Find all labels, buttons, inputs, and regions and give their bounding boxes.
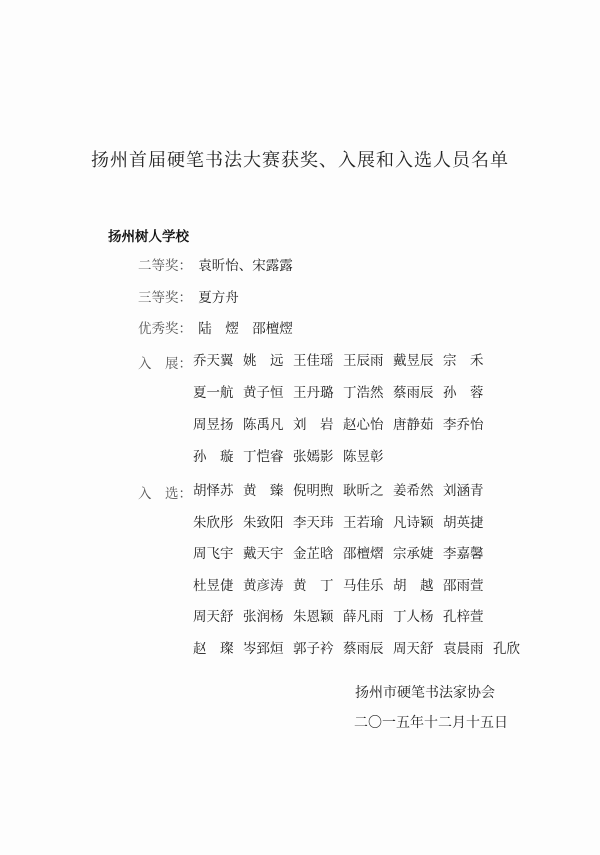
name-row	[193, 545, 493, 565]
person-name: 凡诗颖	[393, 514, 434, 531]
organization-name: 扬州市硬笔书法家协会	[355, 685, 495, 701]
name-row	[193, 416, 493, 436]
person-name: 孔梓萱	[443, 609, 484, 625]
person-name: 周天舒	[193, 609, 234, 625]
third-prize-line	[138, 289, 598, 307]
person-name: 胡英捷	[443, 514, 484, 531]
selected-label: 入 选：	[138, 486, 192, 502]
person-name: 胡怿苏	[193, 483, 234, 499]
person-name: 胡 越	[393, 577, 434, 594]
person-name: 李乔怡	[443, 417, 484, 433]
person-name: 姚 远	[243, 353, 284, 369]
person-name: 戴天宇	[243, 546, 284, 562]
name-row	[193, 482, 493, 502]
school-name: 扬州树人学校	[108, 229, 189, 245]
person-name: 丁恺睿	[243, 449, 284, 465]
person-name: 夏一航	[193, 385, 234, 401]
person-name: 丁人杨	[393, 609, 434, 625]
person-name: 王丹璐	[293, 385, 334, 401]
excellence-prize-names: 陆 熤 邵檀熤	[198, 321, 293, 337]
person-name: 朱恩颖	[293, 609, 334, 625]
person-name: 岑郅烜	[243, 640, 284, 657]
person-name: 邵檀熠	[343, 546, 384, 562]
excellence-prize-line	[138, 320, 598, 338]
person-name: 耿昕之	[343, 483, 384, 499]
person-name: 刘涵青	[443, 483, 484, 499]
person-name: 朱欣彤	[193, 514, 234, 531]
document-date: 二〇一五年十二月十五日	[354, 715, 508, 731]
name-row	[193, 577, 493, 597]
person-name: 邵雨萱	[443, 577, 484, 594]
person-name: 黄 丁	[293, 577, 334, 594]
name-row	[193, 384, 493, 404]
person-name: 宗承婕	[393, 546, 434, 562]
person-name: 唐静茹	[393, 417, 434, 433]
person-name: 朱致阳	[243, 514, 284, 531]
person-name: 姜希然	[393, 483, 434, 499]
person-name: 蔡雨辰	[393, 385, 434, 401]
person-name: 陈昱彰	[343, 449, 384, 465]
exhibited-label: 入 展：	[138, 356, 192, 372]
name-row	[193, 448, 393, 468]
person-name: 赵心怡	[343, 417, 384, 433]
person-name: 周飞宇	[193, 546, 234, 562]
person-name: 马佳乐	[343, 577, 384, 594]
person-name: 王辰雨	[343, 353, 384, 369]
person-name: 郭子衿	[293, 640, 334, 657]
excellence-prize-label: 优秀奖：	[138, 321, 192, 337]
person-name: 陈禹凡	[243, 417, 284, 433]
third-prize-label: 三等奖：	[138, 290, 192, 306]
document-title: 扬州首届硬笔书法大赛获奖、入展和入选人员名单	[91, 150, 509, 171]
second-prize-line	[138, 257, 598, 275]
person-name: 蔡雨辰	[343, 640, 384, 657]
name-row	[193, 608, 493, 628]
person-name: 倪明煦	[293, 483, 334, 499]
person-name: 杜昱倢	[193, 577, 234, 594]
third-prize-names: 夏方舟	[198, 290, 239, 306]
person-name: 孔欣	[493, 640, 520, 657]
person-name: 戴昱辰	[393, 353, 434, 369]
person-name: 黄 臻	[243, 483, 284, 499]
person-name: 周昱扬	[193, 417, 234, 433]
second-prize-names: 袁昕怡、宋露露	[198, 258, 293, 274]
person-name: 薛凡雨	[343, 609, 384, 625]
person-name: 刘 岩	[293, 417, 334, 433]
person-name: 张润杨	[243, 609, 284, 625]
name-row	[193, 640, 543, 660]
person-name: 丁浩然	[343, 385, 384, 401]
person-name: 李天玮	[293, 514, 334, 531]
person-name: 宗 禾	[443, 353, 484, 369]
person-name: 赵 璨	[193, 640, 234, 657]
person-name: 周天舒	[393, 640, 434, 657]
person-name: 乔天翼	[193, 353, 234, 369]
person-name: 王佳瑶	[293, 353, 334, 369]
person-name: 孙 蓉	[443, 385, 484, 401]
person-name: 孙 璇	[193, 449, 234, 465]
person-name: 李嘉馨	[443, 546, 484, 562]
person-name: 王若瑜	[343, 514, 384, 531]
name-row	[193, 352, 493, 372]
name-row	[193, 514, 493, 534]
person-name: 张嫣影	[293, 449, 334, 465]
second-prize-label: 二等奖：	[138, 258, 192, 274]
person-name: 金芷晗	[293, 546, 334, 562]
person-name: 黄子恒	[243, 385, 284, 401]
person-name: 黄彦涛	[243, 577, 284, 594]
person-name: 袁晨雨	[443, 640, 484, 657]
